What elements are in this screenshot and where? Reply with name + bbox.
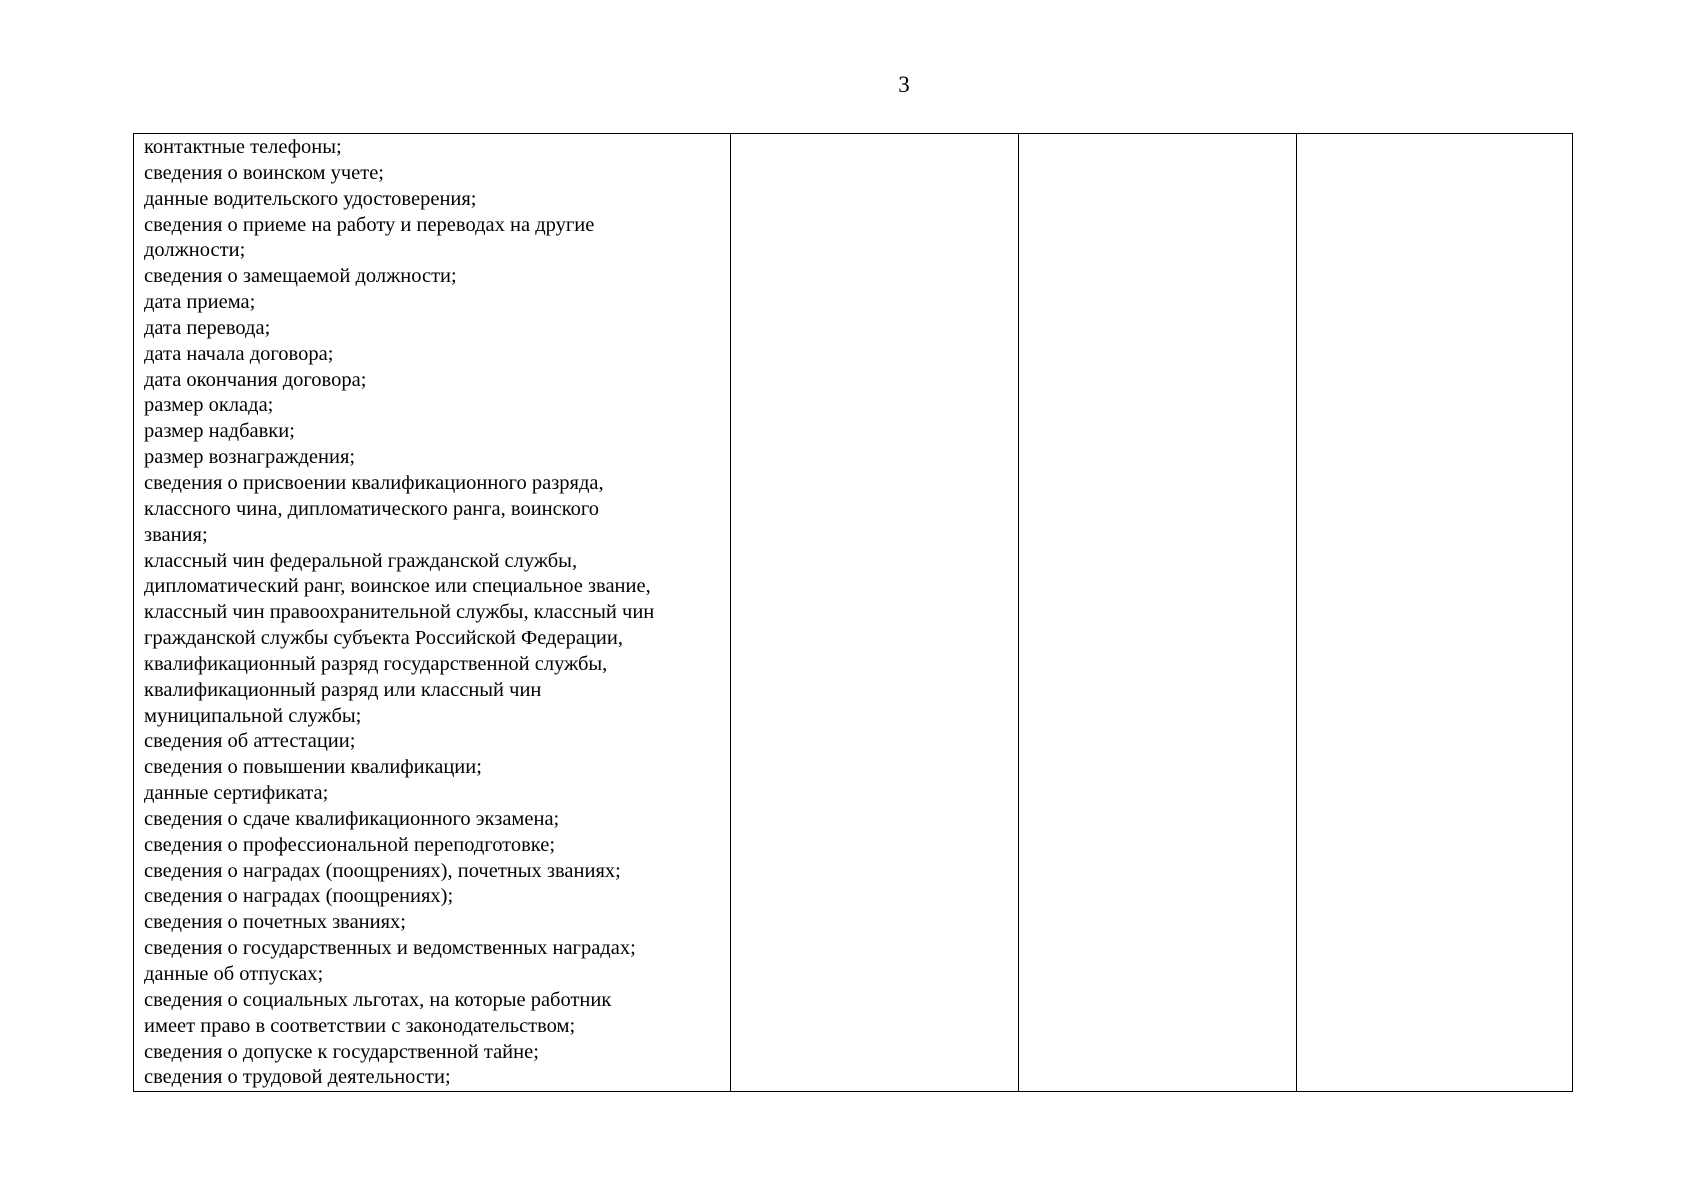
table-cell-col4 xyxy=(1297,134,1573,1092)
list-item: данные об отпусках; xyxy=(144,963,324,985)
list-item: размер вознаграждения; xyxy=(144,446,356,469)
table-cell-col2 xyxy=(731,134,1019,1092)
list-item: сведения о приеме на работу и переводах на другие xyxy=(144,213,595,236)
page-number: 3 xyxy=(898,72,910,97)
list-item: данные сертификата; xyxy=(144,782,329,805)
list-item: дата окончания договора; xyxy=(144,368,367,391)
list-item: классный чин правоохранительной службы, классный чин xyxy=(144,601,655,624)
list-item: дипломатический ранг, воинское или специальное звание, xyxy=(144,575,651,598)
list-item: сведения о замещаемой должности; xyxy=(144,265,457,288)
list-item: квалификационный разряд или классный чин xyxy=(144,678,542,701)
list-item: данные водительского удостоверения; xyxy=(144,187,477,210)
list-item: размер надбавки; xyxy=(144,420,295,443)
list-item: сведения о сдаче квалификационного экзамена; xyxy=(144,807,560,830)
list-item: сведения о трудовой деятельности; xyxy=(144,1066,451,1089)
table-cell-col1 xyxy=(134,134,731,1092)
list-item: сведения о повышении квалификации; xyxy=(144,756,482,779)
list-item: сведения о воинском учете; xyxy=(144,161,385,184)
list-item: сведения об аттестации; xyxy=(144,730,356,753)
list-item: дата начала договора; xyxy=(144,342,334,365)
list-item: звания; xyxy=(144,523,208,546)
cell-text-list xyxy=(134,134,730,1091)
list-item: сведения о профессиональной переподготовке; xyxy=(144,833,556,856)
list-item: сведения о государственных и ведомственных наградах; xyxy=(144,937,636,960)
table-row xyxy=(134,134,1573,1092)
list-item: сведения о почетных званиях; xyxy=(144,911,406,934)
list-item: сведения о наградах (поощрениях); xyxy=(144,885,454,908)
data-table xyxy=(133,133,1573,1092)
list-item: должности; xyxy=(144,239,246,262)
table-cell-col3 xyxy=(1019,134,1297,1092)
list-item: классного чина, дипломатического ранга, воинского xyxy=(144,497,600,520)
list-item: классный чин федеральной гражданской службы, xyxy=(144,549,578,572)
list-item: сведения о допуске к государственной тайне; xyxy=(144,1040,539,1063)
list-item: контактные телефоны; xyxy=(144,136,342,158)
list-item: дата перевода; xyxy=(144,316,271,339)
list-item: имеет право в соответствии с законодательством; xyxy=(144,1014,576,1037)
list-item: сведения о социальных льготах, на которые работник xyxy=(144,988,612,1011)
list-item: дата приема; xyxy=(144,291,256,314)
list-item: сведения о наградах (поощрениях), почетных званиях; xyxy=(144,859,621,882)
list-item: муниципальной службы; xyxy=(144,704,362,727)
list-item: размер оклада; xyxy=(144,394,274,417)
list-item: сведения о присвоении квалификационного разряда, xyxy=(144,471,604,494)
list-item: квалификационный разряд государственной службы, xyxy=(144,652,608,675)
list-item: гражданской службы субъекта Российской Федерации, xyxy=(144,627,623,650)
